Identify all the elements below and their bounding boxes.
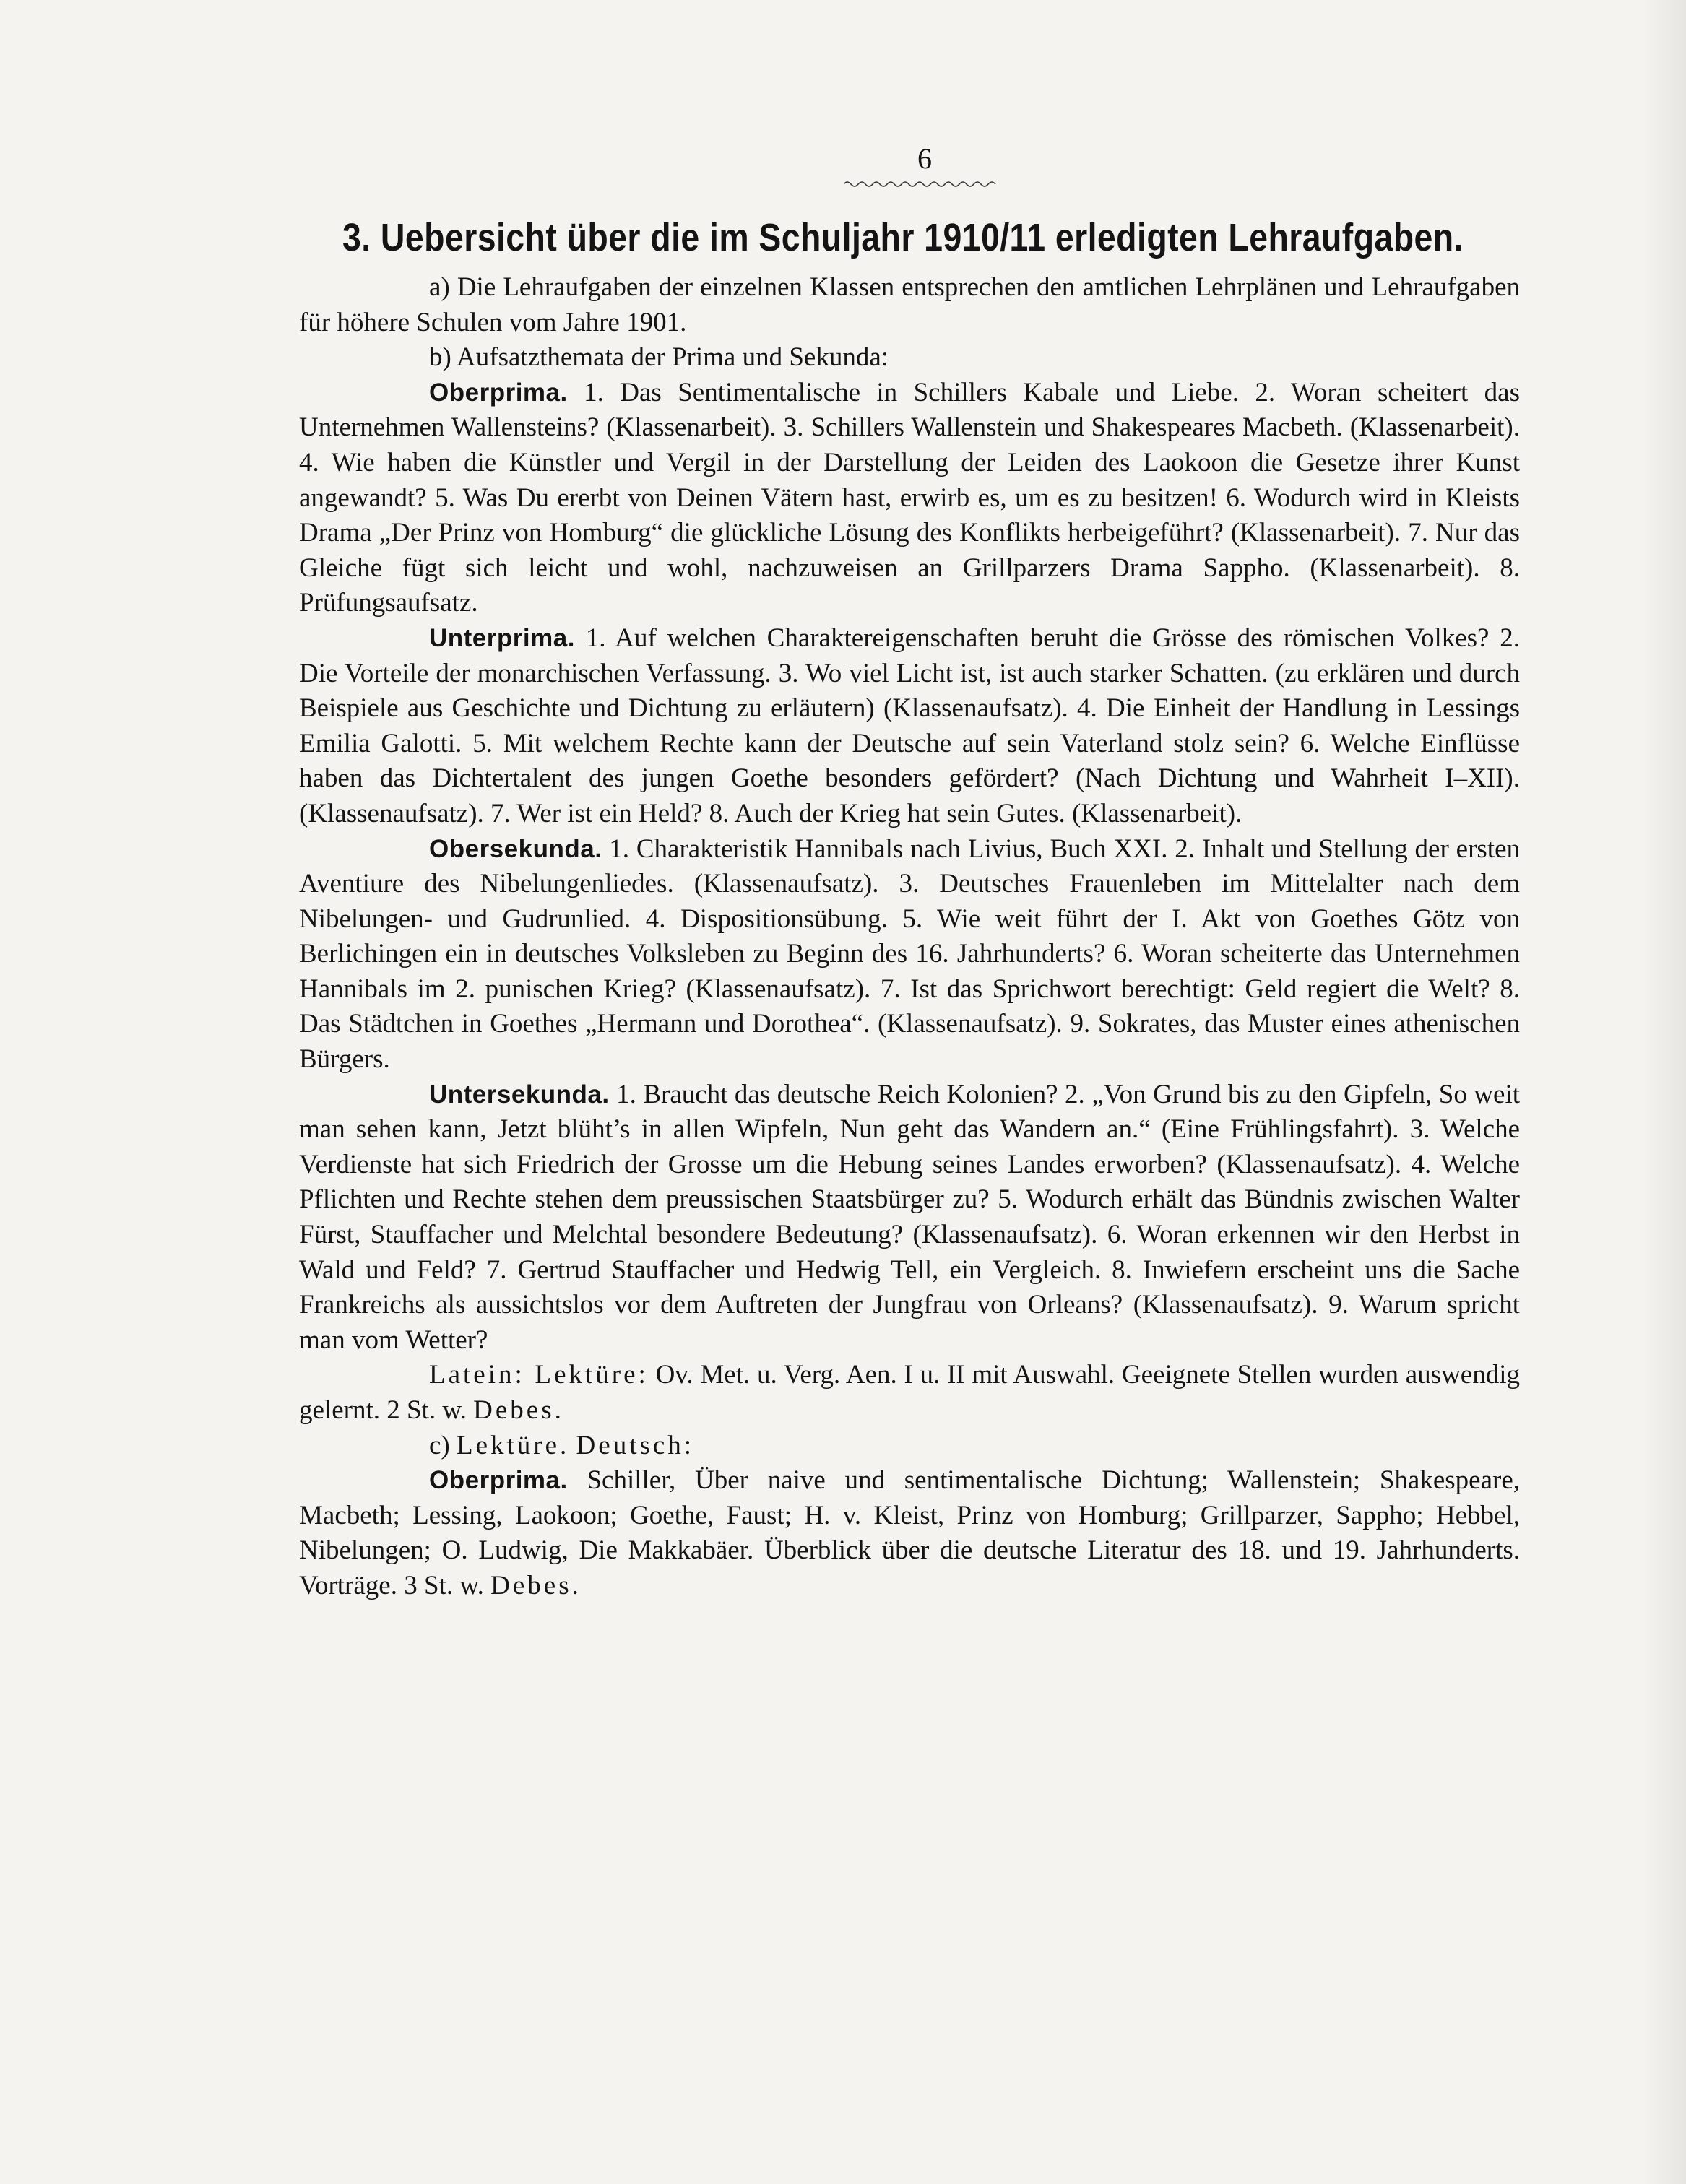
obersekunda-text: 1. Charakteristik Hannibals nach Livius, Buch XXI. 2. Inhalt und Stellung der ersten Aventiure des Nibelungenliedes. (Klassenaufsatz). 3. Deutsches Frauenleben im Mittelalter nach dem Nibelungen- und Gudrunlied. 4. Dispositionsübung. 5. Wie weit führt der I. Akt von Goethes Götz von Berlichingen ein in deutsches Volksleben zu Beginn des 16. Jahrhunderts? 6. Woran scheiterte das Unternehmen Hannibals im 2. punischen Krieg? (Klassenaufsatz). 7. Ist das Sprichwort berechtigt: Geld regiert die Welt? 8. Das Städtchen in Goethes „Hermann und Dorothea“. (Klassenaufsatz). 9. Sokrates, das Muster eines athenischen Bürgers.: [299, 833, 1520, 1075]
oberprima-lektuere-teacher: Debes.: [490, 1570, 582, 1600]
right-margin-bleed: [1643, 0, 1686, 2184]
c-intro-label: Lektüre.: [457, 1430, 570, 1460]
oberprima-text: 1. Das Sentimentalische in Schillers Kabale und Liebe. 2. Woran scheitert das Unternehmen Wallensteins? (Klassenarbeit). 3. Schillers Wallenstein und Shakespeares Macbeth. (Klassenarbeit). 4. Wie haben die Künstler und Vergil in der Darstellung der Leiden des Laokoon die Gesetze ihrer Kunst angewandt? 5. Was Du ererbt von Deinen Vätern hast, erwirb es, um es zu besitzen! 6. Wodurch wird in Kleists Drama „Der Prinz von Homburg“ die glückliche Lösung des Konflikts herbeigeführt? (Klassenarbeit). 7. Nur das Gleiche fügt sich leicht und wohl, nachzuweisen an Grillparzers Drama Sappho. (Klassenarbeit). 8. Prüfungsaufsatz.: [299, 377, 1521, 618]
c-intro-subject: Deutsch:: [576, 1430, 695, 1460]
paragraph-a: [299, 270, 1520, 340]
section-heading: 3. Uebersicht über die im Schuljahr 1910/11 erledigten Lehraufgaben.: [342, 216, 1464, 259]
paragraph-c-intro: [299, 1429, 1520, 1464]
paragraph-untersekunda: [299, 1078, 1520, 1358]
untersekunda-label: Untersekunda.: [429, 1080, 610, 1109]
unterprima-text: 1. Auf welchen Charaktereigenschaften beruht die Grösse des römischen Volkes? 2. Die Vorteile der monarchischen Verfassung. 3. Wo viel Licht ist, ist auch starker Schatten. (zu erklären und durch Beispiele aus Geschichte und Dichtung zu erläutern) (Klassenaufsatz). 4. Die Einheit der Handlung in Lessings Emilia Galotti. 5. Mit welchem Rechte kann der Deutsche auf sein Vaterland stolz sein? 6. Welche Einflüsse haben das Dichtertalent des jungen Goethe besonders gefördert? (Nach Dichtung und Wahrheit I–XII). (Klassenaufsatz). 7. Wer ist ein Held? 8. Auch der Krieg hat sein Gutes. (Klassenarbeit).: [299, 623, 1521, 828]
oberprima-lektuere-text: Schiller, Über naive und sentimentalische Dichtung; Wallenstein; Shakespeare, Macbeth; Lessing, Laokoon; Goethe, Faust; H. v. Kleist, Prinz von Homburg; Grillparzer, Sappho; Hebbel, Nibelungen; O. Ludwig, Die Makkabäer. Überblick über die deutsche Literatur des 18. und 19. Jahrhunderts. Vorträge. 3 St. w.: [299, 1465, 1520, 1600]
text-body: [299, 270, 1520, 1604]
paragraph-b-intro-text: b) Aufsatzthemata der Prima und Sekunda:: [429, 342, 889, 373]
paragraph-latein: [299, 1358, 1520, 1428]
wavy-ornament-divider: [844, 179, 998, 189]
unterprima-label: Unterprima.: [429, 623, 575, 652]
paragraph-b-intro: [299, 340, 1520, 376]
untersekunda-text: 1. Braucht das deutsche Reich Kolonien? 2. „Von Grund bis zu den Gipfeln, So weit man sehen kann, Jetzt blüht’s in allen Wipfeln, Nun geht das Wandern an.“ (Eine Frühlingsfahrt). 3. Welche Verdienste hat sich Friedrich der Grosse um die Hebung seines Landes erworben? (Klassenaufsatz). 4. Welche Pflichten und Rechte stehen dem preussischen Staatsbürger zu? 5. Wodurch erhält das Bündnis zwischen Walter Fürst, Stauffacher und Melchtal besondere Bedeutung? (Klassenaufsatz). 6. Woran erkennen wir den Herbst in Wald und Feld? 7. Gertrud Stauffacher und Hedwig Tell, ein Vergleich. 8. Inwiefern erscheint uns die Sache Frankreichs als aussichtslos vor dem Auftreten der Jungfrau von Orleans? (Klassenaufsatz). 9. Warum spricht man vom Wetter?: [299, 1079, 1521, 1355]
oberprima-label: Oberprima.: [429, 378, 568, 407]
oberprima-lektuere-label: Oberprima.: [429, 1466, 568, 1495]
paragraph-a-text: a) Die Lehraufgaben der einzelnen Klassen entsprechen den amtlichen Lehrplänen und Lehraufgaben für höhere Schulen vom Jahre 1901.: [299, 272, 1520, 337]
obersekunda-label: Obersekunda.: [429, 834, 602, 863]
paragraph-obersekunda: [299, 832, 1520, 1078]
c-intro-prefix: c): [429, 1430, 450, 1460]
latein-teacher: Debes.: [473, 1395, 564, 1425]
page-number: 6: [917, 142, 932, 175]
paragraph-unterprima: [299, 621, 1520, 832]
paragraph-oberprima-lektuere: [299, 1463, 1520, 1603]
latein-label: Latein: Lektüre:: [429, 1360, 649, 1390]
latein-text: Ov. Met. u. Verg. Aen. I u. II mit Auswahl. Geeignete Stellen wurden auswendig gelernt. 2 St. w.: [299, 1360, 1520, 1425]
paragraph-oberprima: [299, 376, 1520, 621]
